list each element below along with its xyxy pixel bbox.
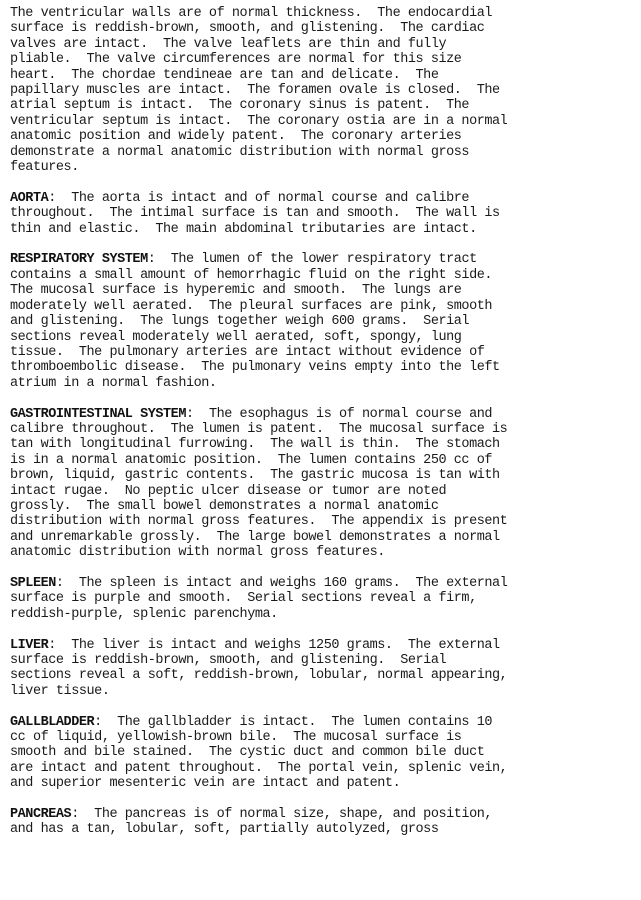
gallbladder-paragraph [10,715,635,792]
respiratory-system-paragraph [10,252,635,391]
liver-paragraph [10,638,635,700]
paragraph-text: : The aorta is intact and of normal course and calibre throughout. The intimal surface is tan and smooth. The wall is thin and elastic. The main abdominal tributaries are intact. [10,190,500,237]
paragraph-text: : The liver is intact and weighs 1250 grams. The external surface is reddish-brown, smooth, and glistening. Serial sections reveal a soft, reddish-brown, lobular, normal appearing, liver tissue. [10,637,508,699]
aorta-paragraph [10,191,635,237]
paragraph-text: : The spleen is intact and weighs 160 grams. The external surface is purple and smooth. Serial sections reveal a firm, reddish-purple, splenic parenchyma. [10,575,508,622]
gastrointestinal-system-paragraph [10,407,635,561]
paragraph-text: The ventricular walls are of normal thickness. The endocardial surface is reddish-brown, smooth, and glistening. The cardiac valves are intact. The valve leaflets are thin and fully pliable. The valve circumferences are normal for this size heart. The chordae tendineae are tan and delicate. The papillary muscles are intact. The foramen ovale is closed. The atrial septum is intact. The coronary sinus is patent. The ventricular septum is intact. The coronary ostia are in a normal anatomic position and widely patent. The coronary arteries demonstrate a normal anatomic distribution with normal gross features. [10,6,508,176]
section-heading: PANCREAS [10,807,72,823]
paragraph-text: : The esophagus is of normal course and calibre throughout. The lumen is patent. The mucosal surface is tan with longitudinal furrowing. The wall is thin. The stomach is in a normal anatomic position. The lumen contains 250 cc of brown, liquid, gastric contents. The gastric mucosa is tan with intact rugae. No peptic ulcer disease or tumor are noted grossly. The small bowel demonstrates a normal anatomic distribution with normal gross features. The appendix is present and unremarkable grossly. The large bowel demonstrates a normal anatomic distribution with normal gross features. [10,406,508,561]
section-heading: AORTA [10,190,49,206]
paragraph-text: : The lumen of the lower respiratory tract contains a small amount of hemorrhagic fluid on the right side. The mucosal surface is hyperemic and smooth. The lungs are moderately well aerated. The pleural surfaces are pink, smooth and glistening. The lungs together weigh 600 grams. Serial sections reveal moderately well aerated, soft, spongy, lung tissue. The pulmonary arteries are intact without evidence of thromboembolic disease. The pulmonary veins empty into the left atrium in a normal fashion. [10,252,500,391]
section-heading: SPLEEN [10,575,56,591]
paragraph-text: : The pancreas is of normal size, shape, and position, and has a tan, lobular, soft, partially autolyzed, gross [10,807,493,838]
section-heading: GALLBLADDER [10,714,95,730]
spleen-paragraph [10,576,635,622]
pancreas-paragraph [10,807,635,838]
heart-paragraph [10,6,635,175]
section-heading: GASTROINTESTINAL SYSTEM [10,406,186,422]
section-heading: LIVER [10,637,49,653]
autopsy-report-page [10,6,635,853]
section-heading: RESPIRATORY SYSTEM [10,252,148,268]
paragraph-text: : The gallbladder is intact. The lumen contains 10 cc of liquid, yellowish-brown bile. The mucosal surface is smooth and bile stained. The cystic duct and common bile duct are intact and patent throughout. The portal vein, splenic vein, and superior mesenteric vein are intact and patent. [10,714,508,792]
